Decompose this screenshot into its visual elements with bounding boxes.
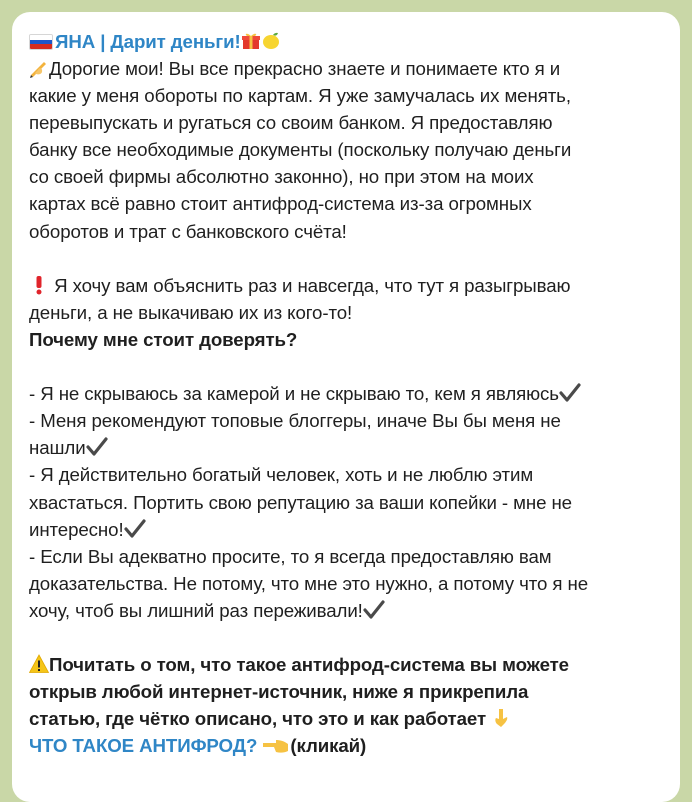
reason-item: хвастаться. Портить свою репутацию за ваши копейки - мне не [29,491,572,513]
explain-line: Я хочу вам объяснить раз и навсегда, что тут я разыгрываю [29,272,664,299]
warning-line: открыв любой интернет-источник, ниже я прикрепила [29,681,529,703]
intro-line: со своей фирмы абсолютно законно), но при этом на моих [29,166,534,188]
paragraph-gap [29,353,664,380]
reasons-list [29,380,664,624]
intro-paragraph [29,55,664,245]
intro-line: банку все необходимые документы (поскольку получаю деньги [29,139,572,161]
reason-item: доказательства. Не потому, что мне это нужно, а потому что я не [29,572,588,594]
explain-line: деньги, а не выкачиваю их из кого-то! [29,301,353,323]
check-mark-icon [363,600,385,620]
trust-heading: Почему мне стоит доверять? [29,328,298,350]
message-bubble [12,12,680,802]
writing-hand-icon [29,58,49,78]
link-line: ЧТО ТАКОЕ АНТИФРОД? (кликай) [29,735,367,757]
exclamation-icon [29,275,49,295]
explain-paragraph [29,272,664,353]
reason-item: - Я не скрываюсь за камерой и не скрываю то, кем я являюсь [29,380,664,407]
antifraud-link[interactable]: ЧТО ТАКОЕ АНТИФРОД? [29,735,258,757]
check-mark-icon [124,519,146,539]
intro-line: картах всё равно стоит антифрод-система из-за огромных [29,193,532,215]
warning-icon [29,654,49,674]
reason-item: хочу, чтоб вы лишний раз переживали! [29,597,664,624]
paragraph-gap [29,245,664,272]
intro-line: перевыпускать и ругаться со своим банком. Я предоставляю [29,112,553,134]
reason-item: - Если Вы адекватно просите, то я всегда предоставляю вам [29,545,552,567]
warning-paragraph [29,651,664,759]
reason-item: - Меня рекомендуют топовые блоггеры, иначе Вы бы меня не [29,410,561,432]
sender-name[interactable] [29,28,664,55]
pointing-left-icon [262,735,290,755]
reason-item: - Я действительно богатый человек, хоть и не люблю этим [29,464,534,486]
warning-line: статью, где чётко описано, что это и как работает [29,705,664,732]
russia-flag-icon [29,34,53,50]
intro-line: Дорогие мои! Вы все прекрасно знаете и понимаете кто я и [29,55,664,82]
lemon-icon [261,31,281,51]
sender-label: ЯНА | Дарит деньги! [55,31,241,52]
intro-line: какие у меня обороты по картам. Я уже замучалась их менять, [29,85,571,107]
warning-line: Почитать о том, что такое антифрод-система вы можете [29,651,664,678]
check-mark-icon [559,383,581,403]
pointing-down-icon [491,708,511,728]
gift-icon [241,31,261,51]
paragraph-gap [29,624,664,651]
reason-item: нашли [29,434,664,461]
check-mark-icon [86,437,108,457]
intro-line: оборотов и трат с банковского счёта! [29,220,347,242]
reason-item: интересно! [29,516,664,543]
